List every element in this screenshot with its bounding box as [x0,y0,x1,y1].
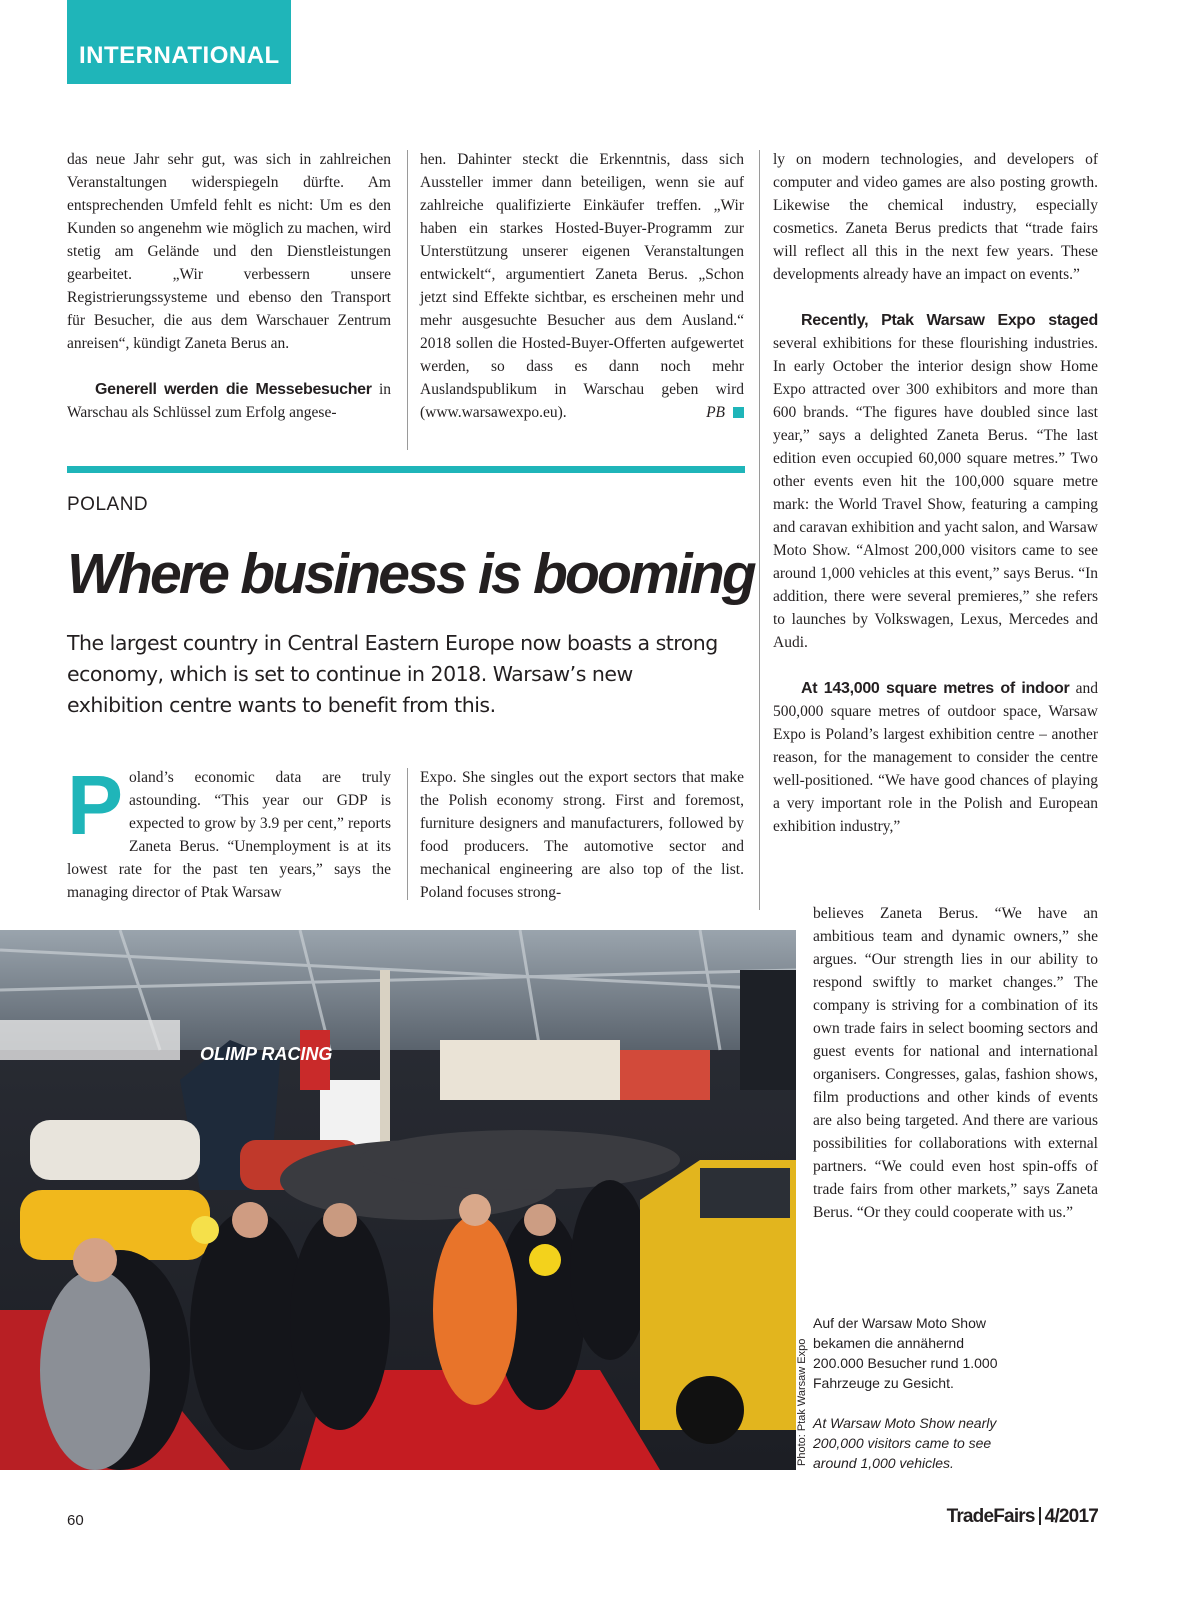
paragraph-text: several exhibitions for these flourishing industries. In early October the interior design show Home Expo attracted over 300 exhibitors and more than 600 brands. “The figures have doubled since last year,” says a delighted Zaneta Berus. “The last edition even occupied 60,000 square metres.” Two other events even hit the 100,000 square metre mark: the World Travel Show, featuring a camping and caravan exhibition and yacht salon, and Warsaw Moto Show. “Almost 200,000 visitors came to see around 1,000 vehicles at this event,” says Berus. “In addition, there were several premieres,” she refers to launches by Volkswagen, Lexus, Mercedes and Audi. [773,335,1098,651]
column-divider [407,150,408,450]
photo-credit: Photo: Ptak Warsaw Expo [796,1338,808,1466]
article-paragraph: ly on modern technologies, and developers of computer and video games are also posting growth. Likewise the chemical industry, especially cosmetics. Zaneta Berus predicts that “trade fairs will reflect all this in the next few years. These developments already have an impact on events.” [773,151,1098,283]
crowd-scene-image [0,930,796,1470]
column-divider [407,768,408,900]
article-paragraph [773,677,1098,838]
author-initials: PB [706,404,725,421]
article-paragraph: Expo. She singles out the export sectors that make the Polish economy strong. First and foremost, furniture designers and manufacturers, followed by food producers. The automotive sector and mechanical engineering are also top of the list. Poland focuses strong- [420,769,744,901]
article-standfirst: The largest country in Central Eastern Europe now boasts a strong economy, which is set to continue in 2018. Warsaw’s new exhibition centre wants to benefit from this. [67,631,718,717]
article-paragraph [67,758,391,904]
article-column-3-wrap [813,902,1098,1224]
article-paragraph [773,309,1098,654]
drop-cap: P [67,758,124,852]
magazine-name: TradeFairs [946,1506,1035,1527]
article-column-1 [67,758,391,904]
column-divider [759,150,760,910]
section-tab-label: INTERNATIONAL [79,42,280,69]
magazine-masthead [947,1506,1098,1528]
paragraph-text: oland’s economic data are truly astounding. “This year our GDP is expected to grow by 3.9 per cent,” reports Zaneta Berus. “Unemployment is at its lowest rate for the past ten years,” says the managing director of Ptak Warsaw [67,769,391,901]
article-headline: Where business is booming [67,542,754,606]
page-number: 60 [67,1512,84,1529]
author-signoff [706,401,744,424]
paragraph-text: hen. Dahinter steckt die Erkenntnis, dass sich Aussteller immer dann beteiligen, wenn sie auf zahlreiche qualifizierte Einkäufer treffen. „Wir haben ein starkes Hosted-Buyer-Programm zur Unterstützung unserer eigenen Veranstaltungen entwickelt“, argumentiert Zaneta Berus. „Schon jetzt sind Effekte sichtbar, es erscheinen mehr und mehr ausgesuchte Besucher aus dem Ausland.“ 2018 sollen die Hosted-Buyer-Offerten aufgewertet werden, so dass es dann noch mehr Auslandspublikum in Warschau geben wird (www.warsawexpo.eu). [420,151,744,421]
article-column-2 [420,766,744,904]
section-tab [67,0,291,84]
article-column-3 [773,148,1098,838]
german-paragraph: das neue Jahr sehr gut, was sich in zahlreichen Veranstaltungen widerspiegeln dürfte. Am entsprechenden Umfeld fehlt es nicht: Um es den Kunden so angenehm wie möglich zu machen, wird stetig am Gelände und den Dienstleistungen gearbeitet. „Wir verbessern unsere Registrierungssysteme und ebenso den Transport für Besucher, die aus dem Warschauer Zentrum anreisen“, kündigt Zaneta Berus an. [67,151,391,352]
german-column-2 [420,148,744,424]
end-square-icon [733,407,744,418]
article-paragraph: believes Zaneta Berus. “We have an ambitious team and dynamic owners,” she argues. “Our strength lies in our ability to respond swiftly to market changes.” The company is striving for a combination of its own trade fairs in select booming sectors and guest events for national and international organisers. Congresses, galas, fashion shows, film productions and other kinds of events are also being targeted. And there are various possibilities for collaborations with external partners. “We could even host spin-offs of trade fairs from other markets,” says Zaneta Berus. “Or they could cooperate with us.” [813,905,1098,1221]
caption-german: Auf der Warsaw Moto Show bekamen die annähernd 200.000 Besucher rund 1.000 Fahrzeuge zu Gesicht. [813,1315,998,1391]
banner-text: OLIMP RACING [200,1044,333,1064]
article-kicker: POLAND [67,494,149,515]
run-in-lead: Generell werden die Messebesucher [95,381,372,398]
run-in-lead: At 143,000 square metres of indoor [801,680,1070,697]
paragraph-text: in Warschau als Schlüssel zum Erfolg angese- [67,381,391,421]
german-paragraph [420,148,744,424]
issue-number: 4/2017 [1044,1506,1098,1527]
event-photo [0,930,796,1470]
caption-english: At Warsaw Moto Show nearly 200,000 visitors came to see around 1,000 vehicles. [813,1415,997,1471]
german-column-1 [67,148,391,424]
german-paragraph [67,378,391,424]
section-divider [67,466,745,473]
paragraph-text: and 500,000 square metres of outdoor space, Warsaw Expo is Poland’s largest exhibition centre – another reason, for the management to consider the centre well-positioned. “We have good chances of playing a very important role in the Polish and European exhibition industry,” [773,680,1098,835]
run-in-lead: Recently, Ptak Warsaw Expo staged [801,312,1098,329]
masthead-separator [1039,1507,1041,1525]
